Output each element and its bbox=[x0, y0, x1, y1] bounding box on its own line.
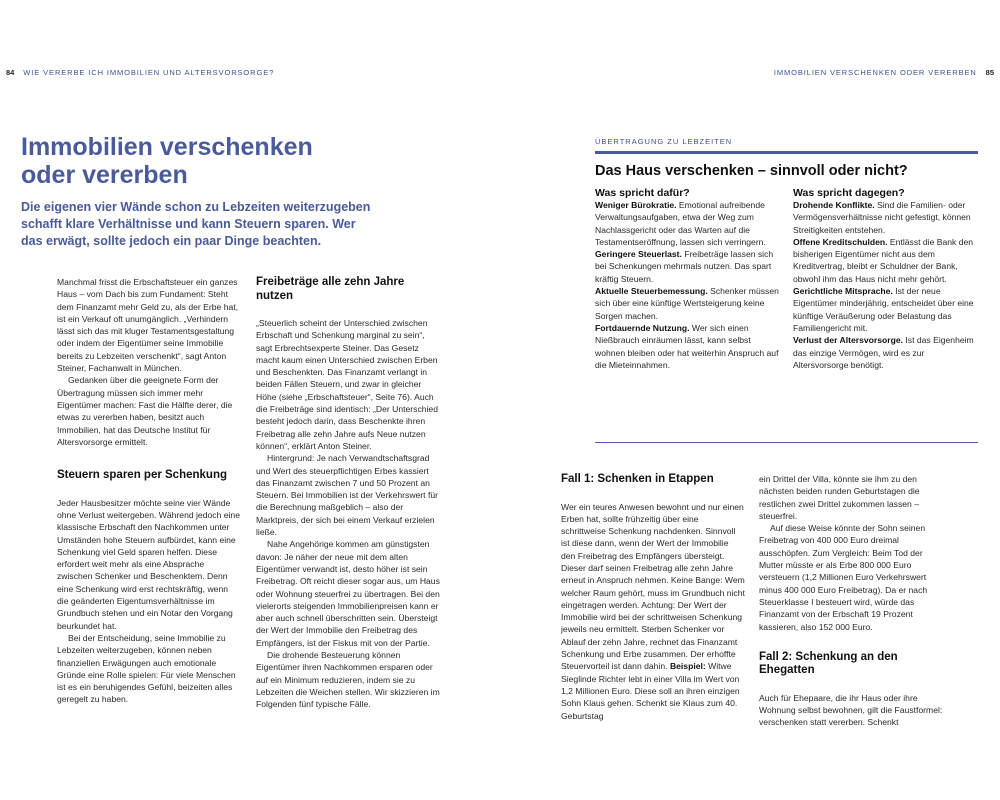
pro-item bbox=[595, 322, 781, 371]
info-box bbox=[595, 137, 978, 371]
running-title-right: IMMOBILIEN VERSCHENKEN ODER VERERBEN bbox=[773, 68, 977, 77]
box-con-heading: Was spricht dagegen? bbox=[793, 187, 905, 199]
paragraph: Hintergrund: Je nach Verwandtschaftsgrad und Wert des steuerpflichtigen Erbes kassiert das Finanzamt zwischen 7 und 50 Prozent an Steuern. Bei Immobilien ist der Verkehrswert für die Berechnung maßgeblich – also der Marktpreis, der sich bei einem Verkauf erzielen ließe. bbox=[256, 453, 438, 538]
pro-item bbox=[595, 285, 781, 322]
pro-item bbox=[595, 248, 781, 285]
running-title-left: WIE VERERBE ICH IMMOBILIEN UND ALTERSVORSORGE? bbox=[23, 68, 275, 77]
beispiel-label: Beispiel: bbox=[669, 661, 706, 672]
running-header-left bbox=[6, 68, 274, 77]
paragraph: Manchmal frisst die Erbschaftsteuer ein ganzes Haus – vom Dach bis zum Fundament: Steht dem Finanzamt mehr Geld zu, als der Erbe hat, ist ein Verkauf oft unumgänglich. „Verhindern lässt sich das mit kluger Testamentsgestaltung oder indem der Eigentümer seine Immobilie bereits zu Lebzeiten verschenkt“, sagt Anton Steiner, Fachanwalt in München. bbox=[57, 277, 239, 374]
con-item-text: Entlässt die Bank den bisherigen Eigentümer nicht aus dem Kreditvertrag, bleibt er Schuldner der Bank, obwohl ihm das Haus nicht mehr gehört. bbox=[793, 236, 974, 284]
box-top-rule bbox=[595, 151, 978, 154]
article-title-line2: oder vererben bbox=[21, 161, 188, 189]
box-columns bbox=[595, 187, 978, 371]
con-item-term: Verlust der Altersvorsorge. bbox=[793, 335, 904, 346]
con-item bbox=[793, 199, 978, 236]
pro-item-term: Weniger Bürokratie. bbox=[595, 200, 677, 210]
box-pro-heading: Was spricht dafür? bbox=[595, 187, 690, 199]
paragraph: Auf diese Weise könnte der Sohn seinen Freibetrag von 400 000 Euro dreimal ausschöpfen. Zum Vergleich: Beim Tod der Mutter müsste er als Erbe 800 000 Euro versteuern (1,2 Millionen Euro Verkehrswert minus 400 000 Euro Freibetrag). Da er nach Steuerklasse I besteuert wird, würde das Finanzamt von der Erbschaft 19 Prozent kassieren, also 152 000 Euro. bbox=[759, 523, 928, 632]
box-con-list bbox=[793, 199, 978, 371]
subheading-freibetraege: Freibeträge alle zehn Jahre nutzen bbox=[256, 276, 405, 302]
pro-item bbox=[595, 199, 781, 248]
pro-item-text: Emotional aufreibende Verwaltungsaufgaben, etwa der Weg zum Nachlassgericht oder das Warten auf die Testamentseröffnung, lassen sich verringern. bbox=[595, 200, 766, 247]
paragraph: Die drohende Besteuerung können Eigentümer ihren Nachkommen ersparen oder auf ein Minimum reduzieren, indem sie zu Lebzeiten die Weichen stellen. Wir skizzieren im Folgenden fünf typische Fälle. bbox=[256, 650, 440, 710]
pro-item-text: Freibeträge lassen sich bei Schenkungen mehrmals nutzen. Das spart kräftig Steuern. bbox=[595, 249, 774, 284]
con-item-text: Ist der neue Eigentümer minderjährig, entscheidet über eine künftige Veräußerung oder Belastung das Familiengericht mit. bbox=[793, 286, 974, 333]
box-kicker: ÜBERTRAGUNG ZU LEBZEITEN bbox=[595, 137, 733, 146]
running-header-right bbox=[774, 68, 994, 77]
article-title-line1: Immobilien verschenken bbox=[21, 133, 313, 161]
page-number-left: 84 bbox=[6, 68, 15, 77]
con-item bbox=[793, 334, 978, 371]
box-pro-list bbox=[595, 199, 781, 371]
paragraph: ein Drittel der Villa, könnte sie ihm zu den nächsten beiden runden Geburtstagen die restlichen zwei Drittel zukommen lassen – steuerfrei. bbox=[759, 474, 920, 521]
con-item bbox=[793, 285, 978, 334]
pro-item-text: Schenker müssen sich über eine künftige Wertsteigerung keine Sorgen machen. bbox=[595, 286, 779, 321]
column-3 bbox=[561, 473, 745, 722]
con-item-text: Sind die Familien- oder Vermögensverhältnisse nicht gefestigt, können Streitigkeiten entstehen. bbox=[793, 200, 971, 235]
con-item-text: Ist das Eigenheim das einzige Vermögen, wird es zur Altersvorsorge benötigt. bbox=[793, 335, 974, 370]
column-4 bbox=[759, 473, 943, 729]
paragraph bbox=[561, 501, 745, 722]
article-lead: Die eigenen vier Wände schon zu Lebzeiten weiterzugeben schafft klare Verhältnisse und kann Steuern sparen. Wer das erwägt, sollte jedoch ein paar Dinge beachten. bbox=[21, 200, 371, 248]
paragraph: Bei der Entscheidung, seine Immobilie zu Lebzeiten weiterzugeben, können neben finanziellen Erwägungen auch emotionale Gründe eine Rolle spielen: Für viele Menschen ist es ein beruhigendes Gefühl, beizeiten alles geregelt zu haben. bbox=[57, 632, 236, 705]
con-item-term: Offene Kreditschulden. bbox=[793, 236, 888, 247]
paragraph: Gedanken über die geeignete Form der Übertragung müssen sich immer mehr Eigentümer machen: Fast die Hälfte derer, die etwas zu vererben haben, besitzt auch Immobilien, hat das Deutsche Institut für Altersvorsorge ermittelt. bbox=[57, 375, 233, 447]
box-bottom-rule bbox=[595, 442, 978, 443]
paragraph-text: Wer ein teures Anwesen bewohnt und nur einen Erben hat, sollte frühzeitig über eine schrittweise Schenkung nachdenken. Sinnvoll ist diese dann, wenn der Wert der Immobilie den Freibetrag des Empfängers übersteigt. Dieser darf seinen Freibetrag alle zehn Jahre erneut in Anspruch nehmen. Keine Bange: Wem welcher Raum gehört, muss im Grundbuch nicht eingetragen werden. Achtung: Der Wert der Immobilie wird bei der schrittweisen Schenkung jeweils neu ermittelt. Sterben Schenker vor Ablauf der zehn Jahre, rechnet das Finanzamt Schenkung und Erbe zusammen. Der erhoffte Steuervorteil ist dann dahin. bbox=[561, 501, 745, 672]
subheading-steuern-sparen: Steuern sparen per Schenkung bbox=[57, 469, 227, 482]
beispiel-text: Witwe Sieglinde Richter lebt in einer Villa im Wert von 1,2 Millionen Euro. Diese soll an ihren einzigen Sohn Klaus gehen. Schenkt sie Klaus zum 40. Geburtstag bbox=[561, 661, 740, 721]
con-item bbox=[793, 236, 978, 285]
box-title: Das Haus verschenken – sinnvoll oder nicht? bbox=[595, 163, 908, 179]
box-con-column bbox=[793, 187, 978, 371]
paragraph: Auch für Ehepaare, die ihr Haus oder ihre Wohnung selbst bewohnen, gilt die Faustformel: verschenken statt vererben. Schenkt bbox=[759, 692, 943, 728]
column-1 bbox=[57, 276, 241, 706]
article-title bbox=[21, 133, 481, 189]
con-item-term: Drohende Konflikte. bbox=[793, 200, 875, 210]
con-item-term: Gerichtliche Mitsprache. bbox=[793, 286, 893, 297]
column-2 bbox=[256, 276, 440, 711]
pro-item-term: Aktuelle Steuerbemessung. bbox=[595, 286, 708, 297]
subheading-fall-2: Fall 2: Schenkung an den Ehegatten bbox=[759, 650, 898, 677]
paragraph: Jeder Hausbesitzer möchte seine vier Wände ohne Verlust weitergeben. Während jedoch eine klassische Erbschaft den Nachkommen unter Umständen hohe Steuern aufbürdet, kann eine Schenkung viel Geld sparen helfen. Diese erfordert weit mehr als eine Absprache zwischen Schenker und Beschenktem. Denn eine Schenkung wird erst rechtskräftig, wenn die geänderten Eigentumsverhältnisse im Grundbuch stehen und ein Notar den Vorgang beurkundet hat. bbox=[57, 497, 240, 631]
paragraph: „Steuerlich scheint der Unterschied zwischen Erbschaft und Schenkung marginal zu sein“, sagt Erbrechtsexperte Steiner. Das Gesetz macht kaum einen Unterschied zwischen Erben und Beschenkten. Das Finanzamt verlangt in beiden Fällen Steuern, und zwar in gleicher Höhe (siehe „Erbschaftsteuer“, Seite 76). Auch die Freibeträge sind identisch: „Der Unterschied besteht jedoch darin, dass Beschenkte ihren Freibetrag alle zehn Jahre aufs Neue nutzen können“, erklärt Anton Steiner. bbox=[256, 318, 438, 451]
page-number-right: 85 bbox=[985, 68, 994, 77]
pro-item-term: Fortdauernde Nutzung. bbox=[595, 322, 690, 333]
subheading-fall-1: Fall 1: Schenken in Etappen bbox=[561, 473, 714, 485]
box-pro-column bbox=[595, 187, 781, 371]
pro-item-text: Wer sich einen Nießbrauch einräumen lässt, kann selbst wohnen bleiben oder hat weiterhin Anspruch auf die Mieteinnahmen. bbox=[595, 322, 779, 370]
paragraph: Nahe Angehörige kommen am günstigsten davon: Je näher der neue mit dem alten Eigentümer verwandt ist, desto höher ist sein Freibetrag. Oft reicht dieser sogar aus, um Haus oder Wohnung steuerfrei zu übertragen. Bei den vielerorts steigenden Immobilienpreisen kann er aber auch schnell überschritten sein. Übersteigt der Wert der Immobilie den Freibetrag des Empfängers, ist der Fiskus mit von der Partie. bbox=[256, 539, 440, 648]
pro-item-term: Geringere Steuerlast. bbox=[595, 249, 682, 260]
